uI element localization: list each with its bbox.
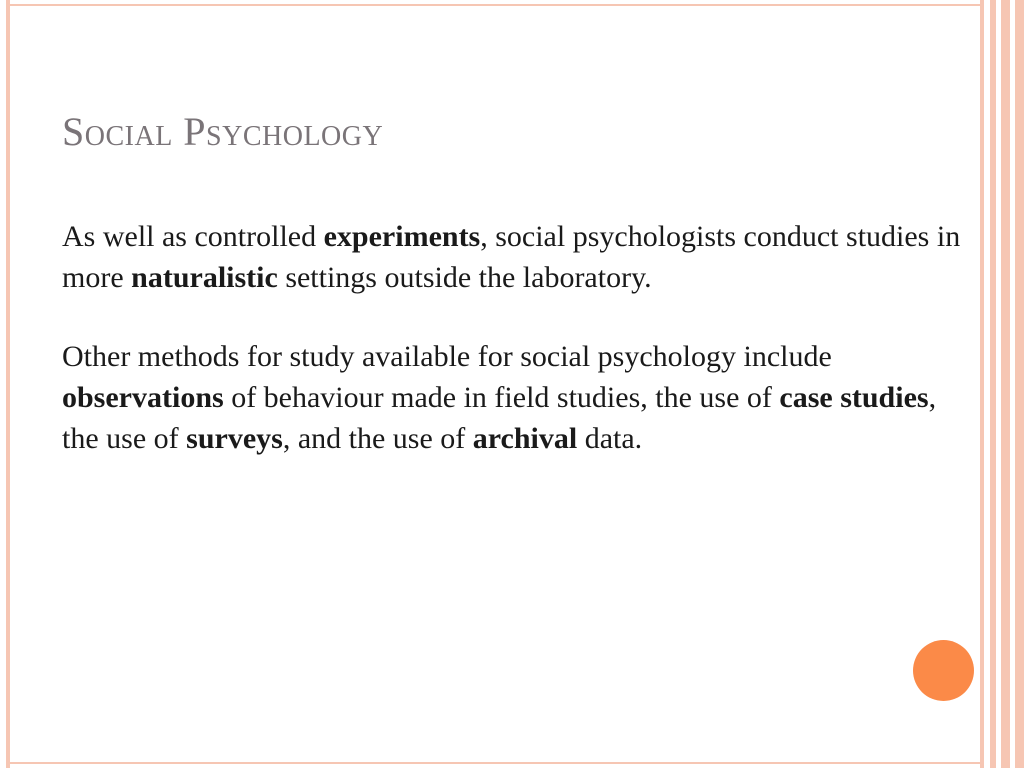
keyword-observations: observations <box>62 381 224 414</box>
keyword-experiments: experiments <box>323 220 481 253</box>
paragraph-1-text: settings outside the laboratory. <box>277 261 652 294</box>
border-stripe-right-3 <box>1001 0 1010 768</box>
slide-title: Social Psychology <box>62 109 384 154</box>
paragraph-1-text: , social psychologists conduct studies in more <box>62 220 961 294</box>
paragraph-1-text: As well as controlled <box>62 220 324 253</box>
paragraph-2-text: , the use of <box>62 381 937 455</box>
border-stripe-right-1 <box>980 0 984 768</box>
paragraph-2-text: Other methods for study available for social psychology include <box>62 340 832 373</box>
paragraph-2-text: of behaviour made in field studies, the use of <box>223 381 780 414</box>
slide-body <box>62 216 962 459</box>
accent-circle <box>913 640 974 701</box>
keyword-case-studies: case studies <box>779 381 929 414</box>
border-stripe-right-2 <box>990 0 996 768</box>
paragraph-2 <box>62 336 962 459</box>
border-stripe-right-4 <box>1015 0 1024 768</box>
border-stripe-bottom <box>6 762 982 764</box>
keyword-naturalistic: naturalistic <box>131 261 278 294</box>
paragraph-1 <box>62 216 962 298</box>
paragraph-2-text: data. <box>577 422 643 455</box>
keyword-surveys: surveys <box>186 422 283 455</box>
paragraph-2-text: , and the use of <box>282 422 473 455</box>
border-stripe-top <box>6 4 982 6</box>
border-stripe-left <box>6 0 10 768</box>
keyword-archival: archival <box>472 422 578 455</box>
